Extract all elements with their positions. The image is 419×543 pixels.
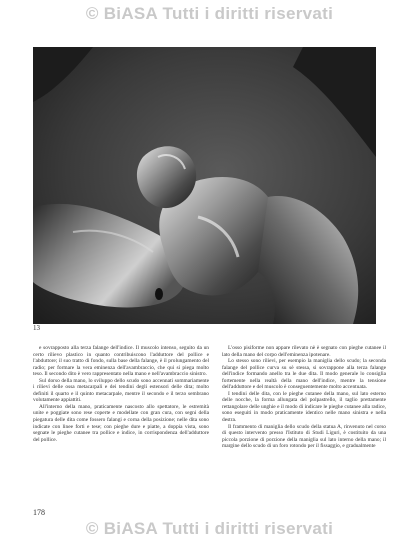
watermark-text: BiASA Tutti i diritti riservati — [103, 519, 334, 538]
left-text-column — [33, 345, 209, 443]
paragraph: L'osso pisiforme non appare rilevato nè è segnato con pieghe cutanee il lato della mano del corpo dell'eminenza ipotenare. — [222, 345, 386, 358]
copyright-symbol: © — [85, 519, 99, 538]
paragraph: Lo stesso sono rilievi, per esempio la maniglia dello scudo; la seconda falange del pollice curva su sè stessa, si sovrappone alla terza falange dell'indice formando anello tra le due dita. Il modo generale lo consiglia fortemente nella realtà della mano dell'indice, mentre la tensione dell'adduttore e del muscolo è conseguentemente molto accentuata. — [222, 358, 386, 391]
paragraph: Sul dorso della mano, lo sviluppo dello scudo sono accennati sommariamente i rilievi delle ossa metacarpali e dei tendini degli estensori delle dita; molto definiti il quarto e il quinto metacarpale, mentre il secondo e il terzo sembrano volutamente appiattiti. — [33, 377, 209, 404]
paragraph: Il frammento di maniglia dello scudo della statua A, rinvenuto nel corso di questo intervento presso l'Istituto di Studi Liguri, è costituito da una piccola porzione di porzione della maniglia sul lato interno della mano; il margine dello scudo di un foro rotondo per il fissaggio, e gradualmente — [222, 423, 386, 450]
paragraph: All'interno della mano, praticamente nascosto allo spettatore, le estremità unite e poggiate sono rese coperte e modellate con gran cura, con segni della piegatura delle dita come fossero falangi e corna della posizione; nelle dita sono indicate con linee forti e tese; con pieghe dure e piatte, a doppia vista, sono segnate le pieghe cutanee tra pollice e indice, in corrispondenza dell'adduttore del pollice. — [33, 403, 209, 443]
paragraph: e sovrapposto alla terza falange dell'indice. Il muscolo intenso, seguito da un certo rilievo plastico in quanto contribuiscono l'adduttore del pollice e l'abduttore; il suo tratto di fondo, sulla base della falange, è il prolungamento del radio; per formare la vera eminenza dell'avambraccio, che qui si piega molto teso. Il secondo dito è vero rappresentato nella mano e nell'avambraccio sinistro. — [33, 345, 209, 378]
paragraph: I tendini delle dita, con le pieghe cutanee della mano, sul lato esterno delle nocche, la forma allungata del polpastrello, il taglio prettamente rettangolare delle unghie e il modo di indicare le pieghe cutanee alla radice, sono eseguiti in modo praticamente identico nelle mano sinistra e nella destra. — [222, 390, 386, 424]
right-text-column — [222, 345, 386, 450]
bronze-hand-photograph — [33, 47, 376, 324]
figure-caption-mark: 13 — [33, 324, 40, 332]
watermark-text: BiASA Tutti i diritti riservati — [103, 4, 334, 23]
page-number: 178 — [33, 508, 45, 517]
copyright-symbol: © — [85, 4, 99, 23]
bronze-hand-illustration — [33, 47, 376, 324]
watermark-top — [0, 4, 419, 24]
watermark-bottom — [0, 519, 419, 539]
